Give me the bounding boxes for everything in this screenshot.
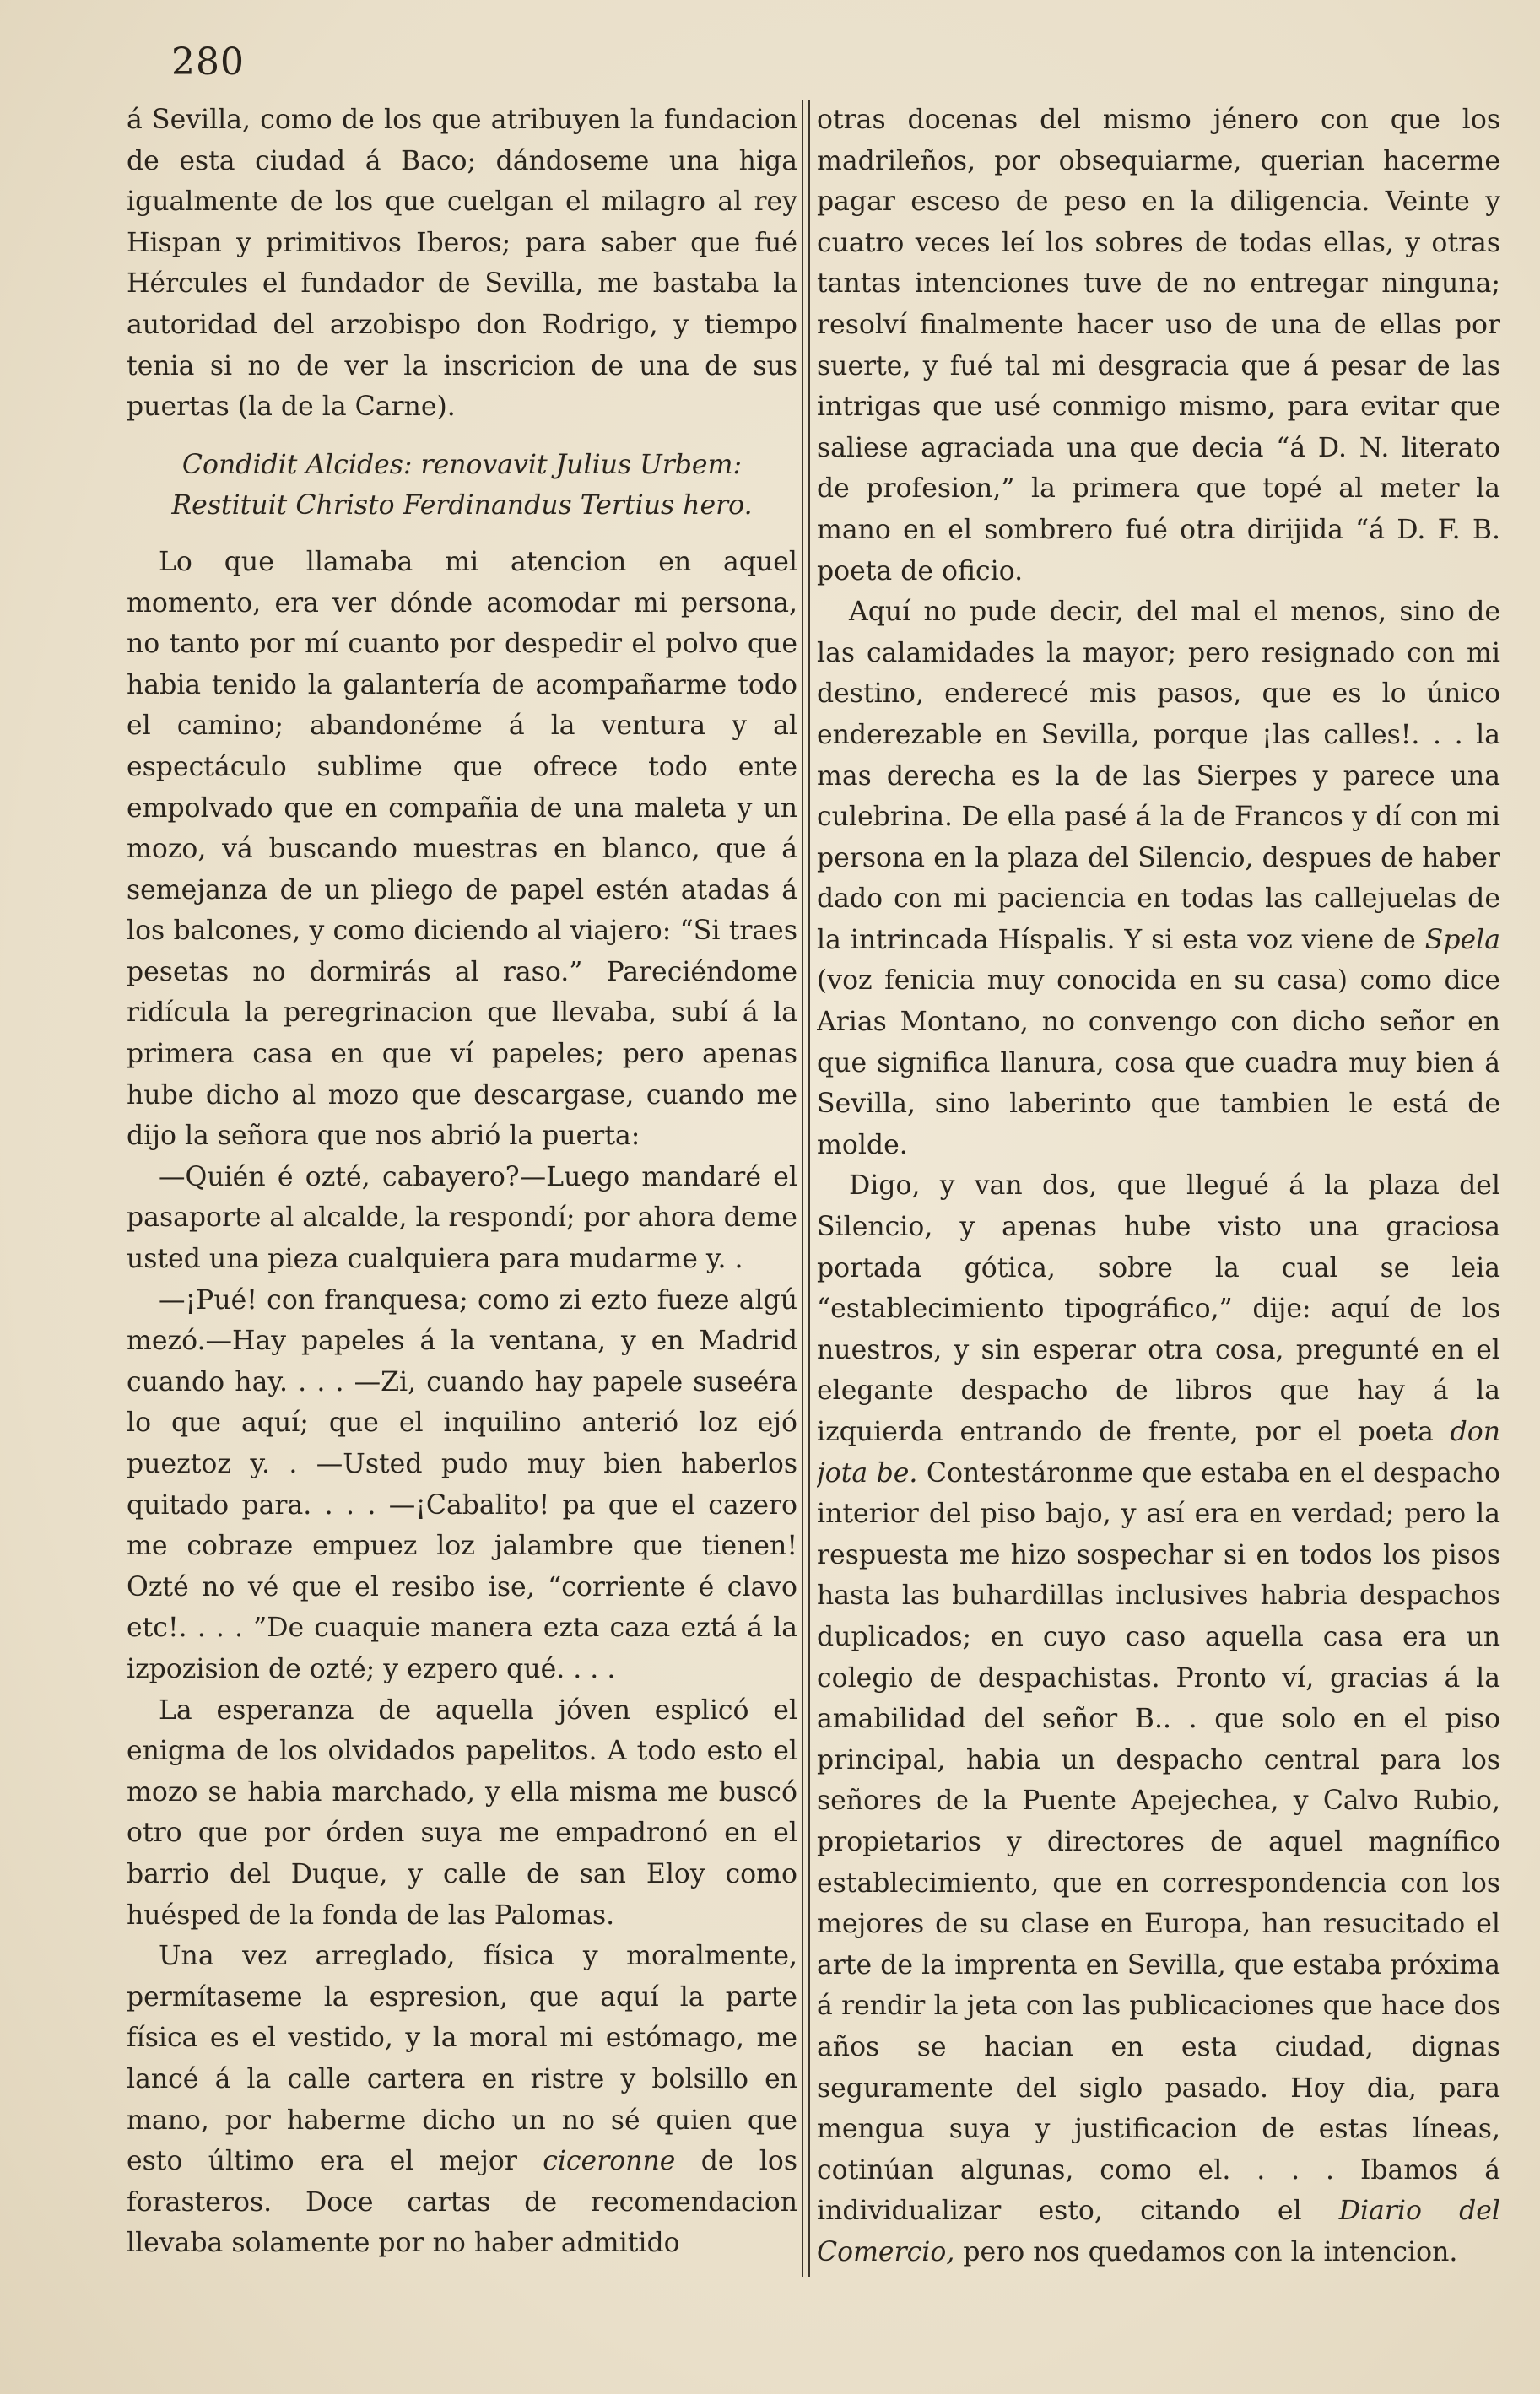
left-column [127,100,797,2277]
inscription-line: Condidit Alcides: renovavit Julius Urbem: [181,449,743,480]
dialogue-paragraph: —¡Pué! con franquesa; como zi ezto fueze algú mezó.—Hay papeles á la ventana, y en Madrid cuando hay. . . . —Zi, cuando hay papele suseéra lo que aquí; que el inquilino anterió loz ejó pueztoz y. . —Usted pudo muy bien haberlos quitado para. . . . —¡Cabalito! pa que el cazero me cobraze empuez loz jalambre que tienen! Ozté no vé que el resibo ise, “corriente é clavo etc!. . . . ”De cuaquie manera ezta caza eztá á la izpozision de ozté; y ezpero qué. . . . [127,1284,797,1684]
page-number: 280 [171,41,245,84]
inscription-line: Restituit Christo Ferdinandus Tertius hero. [171,490,753,521]
paragraph: otras docenas del mismo jénero con que los madrileños, por obsequiarme, querian hacerme pagar esceso de peso en la diligencia. Veinte y cuatro veces leí los sobres de todas ellas, y otras tantas intenciones tuve de no entregar ninguna; resolví finalmente hacer uso de una de ellas por suerte, y fué tal mi desgracia que á pesar de las intrigas que usé conmigo mismo, para evitar que saliese agraciada una que decia “á D. N. literato de profesion,” la primera que topé al meter la mano en el sombrero fué otra dirijida “á D. F. B. poeta de oficio. [817,105,1500,586]
italic-term: Spela [1424,924,1500,955]
paragraph: La esperanza de aquella jóven esplicó el enigma de los olvidados papelitos. A todo esto el mozo se habia marchado, y ella misma me buscó otro que por órden suya me empadronó en el barrio del Duque, y calle de san Eloy como huésped de la fonda de las Palomas. [127,1694,797,1931]
italic-term: ciceronne [543,2146,676,2177]
italic-term: don jota be. [817,1417,1500,1489]
text-run: Aquí no pude decir, del mal el menos, sino de las calamidades la mayor; pero resignado con mi destino, enderecé mis pasos, que es lo único enderezable en Sevilla, porque ¡las calles!. . . la mas derecha es la de las Sierpes y parece una culebrina. De ella pasé á la de Francos y dí con mi persona en la plaza del Silencio, despues de haber dado con mi paciencia en todas las callejuelas de la intrincada Híspalis. Y si esta voz viene de [817,597,1500,955]
text-run: de los forasteros. Doce cartas de recomendacion llevaba solamente por no haber admitido [127,2146,797,2259]
text-run: Digo, y van dos, que llegué á la plaza del Silencio, y apenas hube visto una graciosa portada gótica, sobre la cual se leia “establecimiento tipográfico,” dije: aquí de los nuestros, y sin esperar otra cosa, pregunté en el elegante despacho de libros que hay á la izquierda entrando de frente, por el poeta [817,1170,1500,1447]
italic-term: Diario del Comercio, [817,2196,1500,2267]
paragraph [817,1165,1500,2272]
text-run: pero nos quedamos con la intencion. [954,2236,1458,2267]
column-rule [802,100,803,2277]
dialogue-paragraph: —Quién é ozté, cabayero?—Luego mandaré el pasaporte al alcalde, la respondí; por ahora deme usted una pieza cualquiera para mudarme y. . [127,1161,797,1275]
column-rule [808,100,810,2277]
paragraph: á Sevilla, como de los que atribuyen la fundacion de esta ciudad á Baco; dándoseme una higa igualmente de los que cuelgan el milagro al rey Hispan y primitivos Iberos; para saber que fué Hércules el fundador de Sevilla, me bastaba la autoridad del arzobispo don Rodrigo, y tiempo tenia si no de ver la inscricion de una de sus puertas (la de la Carne). [127,105,797,423]
right-column [817,100,1500,2277]
latin-inscription [127,445,797,527]
text-run: (voz fenicia muy conocida en su casa) como dice Arias Montano, no convengo con dicho señor en que significa llanura, cosa que cuadra muy bien á Sevilla, sino laberinto que tambien le está de molde. [817,965,1500,1160]
text-run: Una vez arreglado, física y moralmente, permítaseme la espresion, que aquí la parte física es el vestido, y la moral mi estómago, me lancé á la calle cartera en ristre y bolsillo en mano, por haberme dicho un no sé quien que esto último era el mejor [127,1941,797,2177]
paragraph: Lo que llamaba mi atencion en aquel momento, era ver dónde acomodar mi persona, no tanto por mí cuanto por despedir el polvo que habia tenido la galantería de acompañarme todo el camino; abandonéme á la ventura y al espectáculo sublime que ofrece todo ente empolvado que en compañia de una maleta y un mozo, vá buscando muestras en blanco, que á semejanza de un pliego de papel estén atadas á los balcones, y como diciendo al viajero: “Si traes pesetas no dormirás al raso.” Pareciéndome ridícula la peregrinacion que llevaba, subí á la primera casa en que ví papeles; pero apenas hube dicho al mozo que descargase, cuando me dijo la señora que nos abrió la puerta: [127,546,797,1152]
paragraph [127,1936,797,2264]
text-run: Contestáronme que estaba en el despacho interior del piso bajo, y así era en verdad; pero la respuesta me hizo sospechar si en todos los pisos hasta las buhardillas inclusives habria despachos duplicados; en cuyo caso aquella casa era un colegio de despachistas. Pronto ví, gracias á la amabilidad del señor B.. . que solo en el piso principal, habia un despacho central para los señores de la Puente Apejechea, y Calvo Rubio, propietarios y directores de aquel magnífico establecimiento, que en correspondencia con los mejores de su clase en Europa, han resucitado el arte de la imprenta en Sevilla, que estaba próxima á rendir la jeta con las publicaciones que hace dos años se hacian en esta ciudad, dignas seguramente del siglo pasado. Hoy dia, para mengua suya y justificacion de estas líneas, cotinúan algunas, como el. . . . Ibamos á individualizar esto, citando el [817,1457,1500,2227]
paragraph [817,592,1500,1165]
